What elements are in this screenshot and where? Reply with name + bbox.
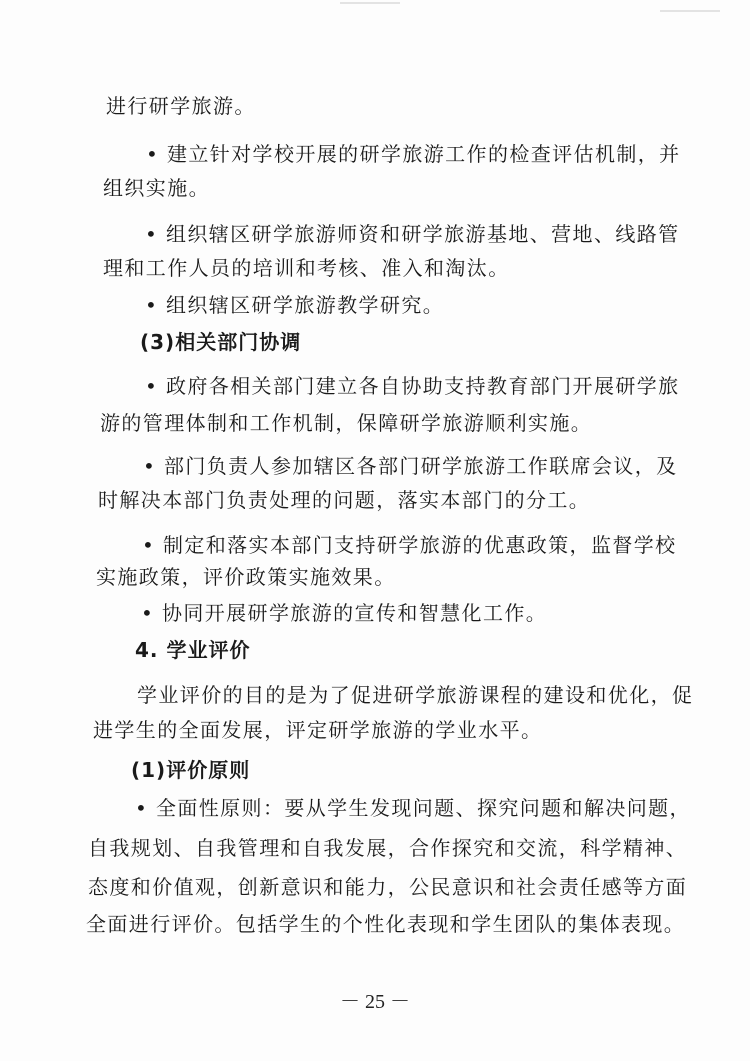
section-heading: (1)评价原则	[131, 758, 251, 782]
bullet-item: • 组织辖区研学旅游师资和研学旅游基地、营地、线路管	[145, 222, 680, 246]
bullet-item: • 政府各相关部门建立各自协助支持教育部门开展研学旅	[145, 374, 680, 398]
text-line: 学业评价的目的是为了促进研学旅游课程的建设和优化，促	[137, 683, 694, 707]
page-number: － 25 －	[340, 991, 410, 1013]
text-line: 进行研学旅游。	[106, 94, 256, 118]
bullet-item: • 部门负责人参加辖区各部门研学旅游工作联席会议，及	[143, 454, 678, 478]
text-line: 全面进行评价。包括学生的个性化表现和学生团队的集体表现。	[86, 912, 686, 936]
text-line: 时解决本部门负责处理的问题，落实本部门的分工。	[98, 488, 591, 512]
bullet-item: • 全面性原则：要从学生发现问题、探究问题和解决问题，	[135, 796, 691, 820]
text-line: 游的管理体制和工作机制，保障研学旅游顺利实施。	[100, 411, 593, 435]
bullet-item: • 制定和落实本部门支持研学旅游的优惠政策，监督学校	[142, 533, 677, 557]
scan-artifact	[660, 10, 720, 12]
section-heading: 4. 学业评价	[135, 638, 251, 662]
bullet-item: • 协同开展研学旅游的宣传和智慧化工作。	[141, 601, 548, 625]
text-line: 进学生的全面发展，评定研学旅游的学业水平。	[93, 718, 543, 742]
text-line: 理和工作人员的培训和考核、准入和淘汰。	[103, 256, 510, 280]
text-line: 自我规划、自我管理和自我发展，合作探究和交流，科学精神、	[88, 836, 688, 860]
bullet-item: • 建立针对学校开展的研学旅游工作的检查评估机制，并	[146, 142, 681, 166]
section-heading: (3)相关部门协调	[140, 330, 302, 354]
scan-artifact	[340, 2, 400, 4]
bullet-item: • 组织辖区研学旅游教学研究。	[145, 293, 445, 317]
text-line: 态度和价值观，创新意识和能力，公民意识和社会责任感等方面	[88, 875, 688, 899]
text-line: 组织实施。	[103, 176, 210, 200]
text-line: 实施政策，评价政策实施效果。	[96, 565, 396, 589]
